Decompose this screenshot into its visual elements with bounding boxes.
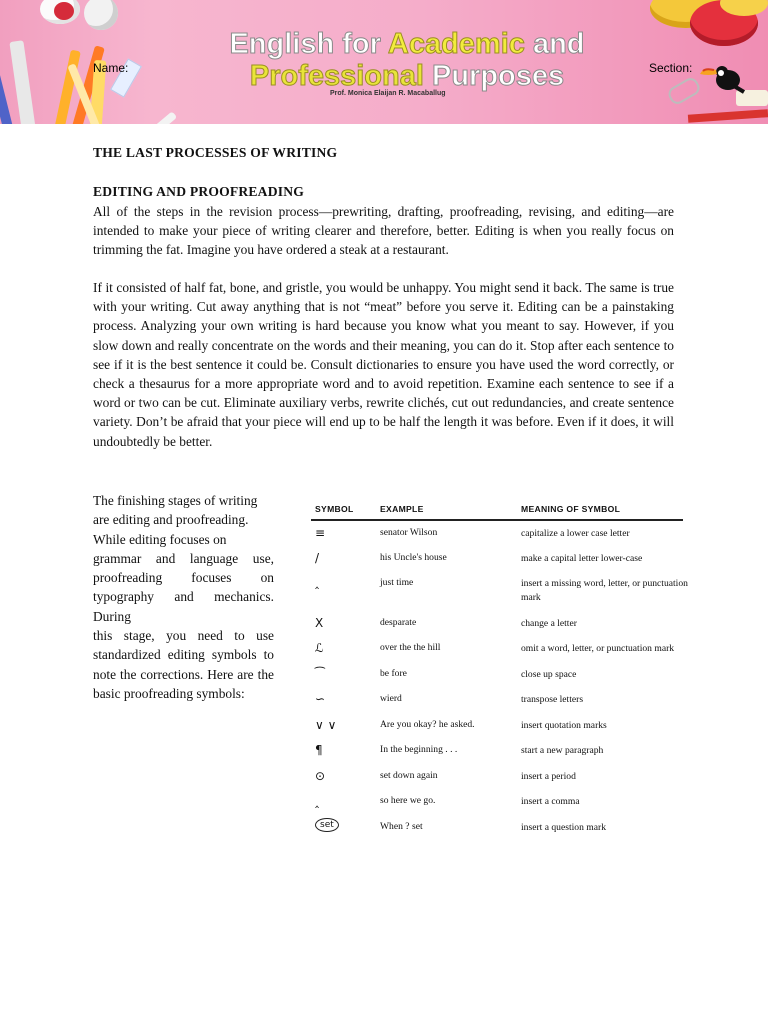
example-cell: over the the hill	[380, 642, 441, 653]
meaning-cell: change a letter	[521, 618, 577, 629]
side-text-c: this stage, you need to use standardized editing symbols to note the corrections. Here are the basic proofreading symbols:	[93, 628, 274, 701]
example-cell: senator Wilson	[380, 527, 438, 538]
symbol-omit-icon: ℒ	[315, 641, 324, 655]
symbol-lowercase-icon: /	[315, 551, 320, 565]
example-cell: In the beginning . . .	[380, 744, 458, 755]
section-label: Section:	[649, 61, 693, 75]
symbol-capitalize-icon: ≡	[315, 526, 326, 540]
meaning-cell: make a capital letter lower-case	[521, 553, 643, 564]
table-row	[311, 662, 683, 687]
symbol-transpose-icon: ∽	[315, 692, 326, 706]
paperclip-decoration	[666, 75, 703, 107]
meaning-cell: transpose letters	[521, 694, 584, 705]
meaning-cell: close up space	[521, 669, 577, 680]
example-cell: so here we go.	[380, 795, 436, 806]
example-cell: wierd	[380, 693, 402, 704]
toucan-icon	[700, 58, 746, 94]
symbol-insert-icon: ‸	[315, 575, 320, 589]
header-meaning: MEANING OF SYMBOL	[521, 504, 621, 514]
table-row	[311, 687, 683, 713]
paragraph-editing	[93, 278, 674, 451]
example-cell: When ? set	[380, 821, 423, 832]
symbol-quotes-icon: ∨ ∨	[315, 718, 337, 732]
example-cell: desparate	[380, 617, 417, 628]
table-row	[311, 815, 683, 840]
meaning-cell: omit a word, letter, or punctuation mark	[521, 643, 675, 654]
table-row	[311, 611, 683, 636]
table-row	[311, 636, 683, 662]
header-banner	[0, 0, 768, 124]
paragraph-text: If it consisted of half fat, bone, and gristle, you would be unhappy. You might send it back. The same is true with your writing. Cut away anything that is not “meat” before you serve it. Editing can be a painstaking process. Analyzing your own writing is hard because you know what you meant to say. However, if you slow down and really concentrate on the words and their meaning, you can do it. Stop after each sentence to see if it is the best sentence it could be. Consult dictionaries to ensure you have used the word correctly, or check a thesaurus for a more appropriate word and to avoid repetition. Examine each sentence to see if a word or two can be cut. Eliminate auxiliary verbs, rewrite clichés, cut out redundancies, and create sentence variety. Don’t be afraid that your piece will end up to be half the length it was before. Even if it does, it will undoubtedly be better.	[93, 280, 674, 449]
meaning-cell: start a new paragraph	[521, 745, 604, 756]
example-cell: just time	[380, 577, 414, 588]
eraser-decoration	[54, 2, 74, 20]
header-example: EXAMPLE	[380, 504, 424, 514]
meaning-cell: insert a comma	[521, 796, 580, 807]
table-row	[311, 789, 683, 815]
main-heading: THE LAST PROCESSES OF WRITING	[93, 145, 338, 160]
table-row	[311, 546, 683, 571]
symbol-change-icon: X	[315, 616, 324, 630]
meaning-cell: insert a missing word, letter, or punctuation mark	[521, 578, 688, 603]
title-line-2: Professional Purposes	[249, 60, 565, 92]
eraser-decoration	[84, 0, 118, 30]
example-cell: his Uncle's house	[380, 552, 447, 563]
example-cell: Are you okay? he asked.	[380, 719, 475, 730]
table-row	[311, 521, 683, 546]
paragraph-intro	[93, 202, 674, 260]
name-label: Name:	[93, 61, 129, 75]
title-line-1: English for Academic and	[229, 28, 585, 60]
side-text-b: grammar and language use, proofreading focuses on typography and mechanics. During	[93, 550, 274, 624]
table-row	[311, 713, 683, 738]
meaning-cell: insert a period	[521, 771, 576, 782]
sub-heading: EDITING AND PROOFREADING	[93, 184, 304, 199]
meaning-cell: capitalize a lower case letter	[521, 528, 630, 539]
symbol-paragraph-icon: ¶	[315, 743, 323, 757]
table-header	[311, 501, 683, 521]
side-text-a: The finishing stages of writing are editing and proofreading. While editing focuses on	[93, 493, 258, 547]
symbol-comma-icon: ‸	[315, 794, 320, 808]
meaning-cell: insert quotation marks	[521, 720, 607, 731]
author-name: Prof. Monica Elaijan R. Macaballug	[330, 90, 446, 97]
header-symbol: SYMBOL	[315, 504, 354, 514]
symbol-question-icon: set	[315, 818, 339, 832]
symbol-close-space-icon: ⁀	[315, 667, 325, 681]
example-cell: set down again	[380, 770, 438, 781]
crayon-decoration	[688, 109, 768, 123]
table-row	[311, 764, 683, 789]
banner-title	[172, 28, 642, 92]
meaning-cell: insert a question mark	[521, 822, 606, 833]
paragraph-text: All of the steps in the revision process—prewriting, drafting, proofreading, revising, and editing—are intended to make your piece of writing clearer and therefore, better. Editing is when you really focus on trimming the fat. Imagine you have ordered a steak at a restaurant.	[93, 204, 674, 258]
proofreading-symbols-table	[311, 501, 688, 840]
example-cell: be fore	[380, 668, 407, 679]
side-paragraph	[93, 491, 274, 703]
pencil-decoration	[141, 111, 177, 124]
symbol-period-icon: ⊙	[315, 769, 326, 783]
pencil-decoration	[9, 40, 40, 124]
table-row	[311, 738, 683, 764]
table-row	[311, 571, 688, 611]
